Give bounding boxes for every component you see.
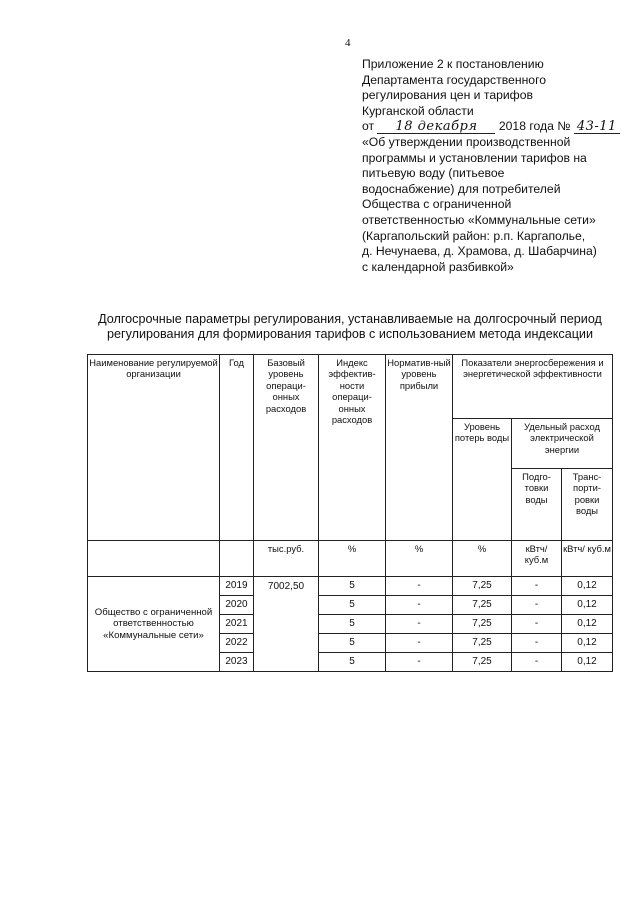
cell-profit: -: [386, 615, 453, 634]
cell-losses: 7,25: [453, 615, 512, 634]
cell-profit: -: [386, 653, 453, 672]
cell-index: 5: [319, 577, 386, 596]
cell-index: 5: [319, 653, 386, 672]
organization-name: Общество с ограниченной ответственностью «Коммунальные сети»: [88, 577, 220, 672]
subject-line: водоснабжение) для потребителей: [362, 181, 561, 196]
subject-line: программы и установлении тарифов на: [362, 150, 587, 165]
date-prefix: от: [362, 119, 375, 134]
header-water-preparation: Подго-товки воды: [512, 469, 562, 541]
document-title: [80, 312, 620, 342]
cell-year: 2023: [220, 653, 254, 672]
header-line: Департамента государственного: [362, 72, 547, 87]
unit-prep: кВтч/ куб.м: [512, 541, 562, 577]
cell-losses: 7,25: [453, 634, 512, 653]
header-line: регулирования цен и тарифов: [362, 88, 533, 103]
header-date-line: [362, 119, 632, 135]
units-row: [88, 541, 613, 577]
cell-base-value: 7002,50: [254, 577, 319, 672]
cell-profit: -: [386, 577, 453, 596]
header-year: Год: [220, 355, 254, 541]
handwritten-date: 18 декабря: [377, 120, 495, 134]
cell-year: 2022: [220, 634, 254, 653]
cell-prep: -: [512, 577, 562, 596]
subject-line: Общества с ограниченной: [362, 197, 512, 212]
cell-index: 5: [319, 615, 386, 634]
unit-cell: [88, 541, 220, 577]
table-row: [88, 577, 613, 596]
unit-transport: кВтч/ куб.м: [562, 541, 613, 577]
cell-transport: 0,12: [562, 577, 613, 596]
cell-year: 2021: [220, 615, 254, 634]
header-efficiency-index: Индекс эффектив-ности операци-онных расходов: [319, 355, 386, 541]
cell-prep: -: [512, 634, 562, 653]
cell-prep: -: [512, 615, 562, 634]
subject-line: ответственностью «Коммунальные сети»: [362, 212, 596, 227]
cell-index: 5: [319, 634, 386, 653]
cell-losses: 7,25: [453, 577, 512, 596]
cell-profit: -: [386, 634, 453, 653]
cell-transport: 0,12: [562, 634, 613, 653]
cell-losses: 7,25: [453, 596, 512, 615]
appendix-header: [362, 57, 632, 275]
subject-line: «Об утверждении производственной: [362, 134, 571, 149]
cell-prep: -: [512, 653, 562, 672]
title-line: регулирования для формирования тарифов с использованием метода индексации: [107, 327, 593, 341]
cell-losses: 7,25: [453, 653, 512, 672]
handwritten-number: 43-11: [574, 120, 620, 134]
cell-transport: 0,12: [562, 615, 613, 634]
cell-profit: -: [386, 596, 453, 615]
cell-transport: 0,12: [562, 653, 613, 672]
subject-line: д. Нечунаева, д. Храмова, д. Шабарчина): [362, 244, 597, 259]
cell-year: 2020: [220, 596, 254, 615]
unit-losses: %: [453, 541, 512, 577]
unit-index: %: [319, 541, 386, 577]
unit-cell: [220, 541, 254, 577]
unit-profit: %: [386, 541, 453, 577]
date-year: 2018 года №: [498, 119, 571, 134]
subject-line: питьевую воду (питьевое: [362, 166, 505, 181]
header-line: Курганской области: [362, 103, 474, 118]
cell-year: 2019: [220, 577, 254, 596]
header-base-level: Базовый уровень операци-онных расходов: [254, 355, 319, 541]
regulation-parameters-table: [87, 354, 613, 672]
title-line: Долгосрочные параметры регулирования, устанавливаемые на долгосрочный период: [98, 312, 602, 326]
cell-index: 5: [319, 596, 386, 615]
header-line: Приложение 2 к постановлению: [362, 57, 544, 71]
subject-line: (Каргапольский район: р.п. Каргаполье,: [362, 228, 586, 243]
subject-line: с календарной разбивкой»: [362, 259, 514, 274]
cell-transport: 0,12: [562, 596, 613, 615]
page-number: 4: [345, 37, 351, 49]
header-water-losses: Уровень потерь воды: [453, 419, 512, 541]
unit-base: тыс.руб.: [254, 541, 319, 577]
header-specific-consumption: Удельный расход электрической энергии: [512, 419, 613, 469]
cell-prep: -: [512, 596, 562, 615]
header-water-transport: Транс-порти-ровки воды: [562, 469, 613, 541]
header-energy-indicators: Показатели энергосбережения и энергетической эффективности: [453, 355, 613, 419]
header-profit-level: Норматив-ный уровень прибыли: [386, 355, 453, 541]
header-org: Наименование регулируемой организации: [88, 355, 220, 541]
